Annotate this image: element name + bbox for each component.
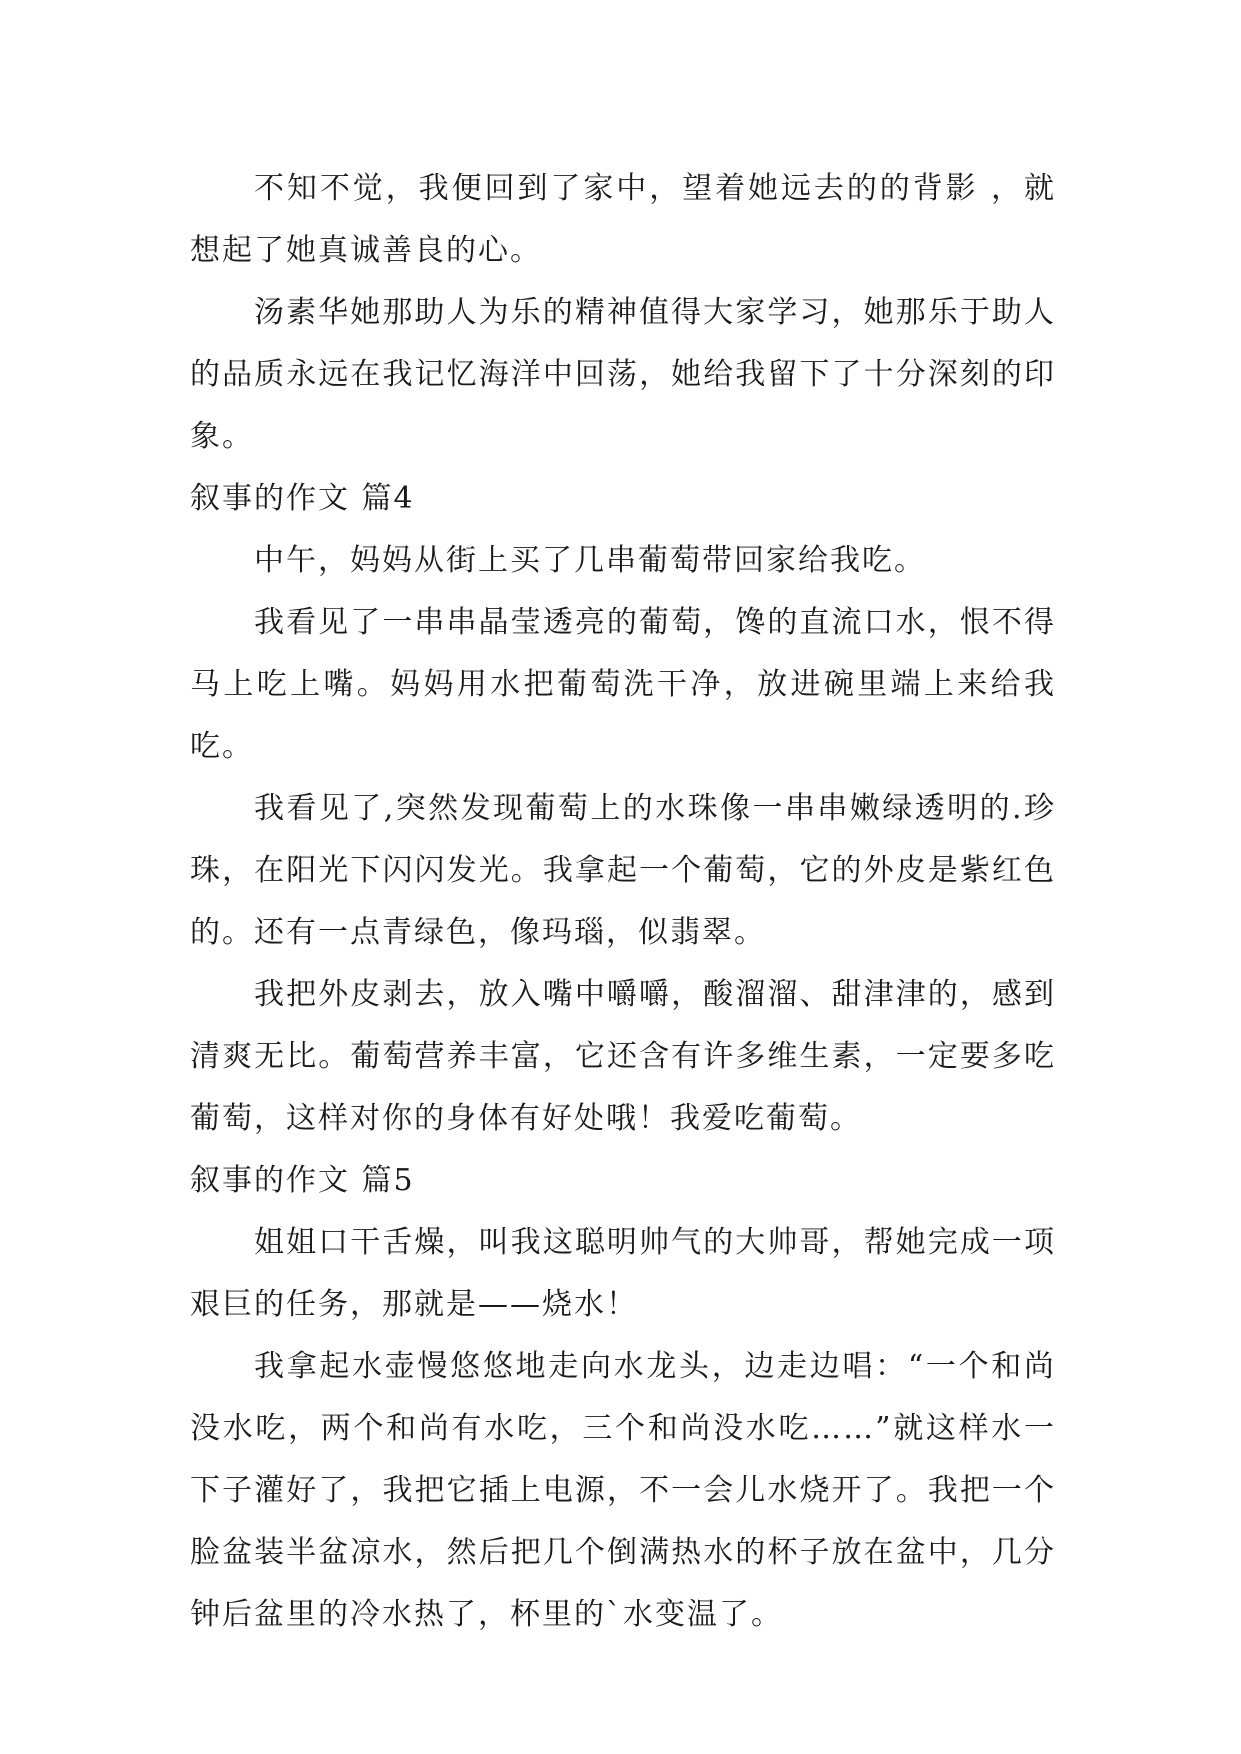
paragraph: 汤素华她那助人为乐的精神值得大家学习，她那乐于助人的品质永远在我记忆海洋中回荡，她给我留下了十分深刻的印象。	[190, 295, 1056, 454]
paragraph: 我拿起水壶慢悠悠地走向水龙头，边走边唱：“一个和尚没水吃，两个和尚有水吃，三个和尚没水吃……”就这样水一下子灌好了，我把它插上电源，不一会儿水烧开了。我把一个脸盆装半盆凉水，然后把几个倒满热水的杯子放在盆中，几分钟后盆里的冷水热了，杯里的`水变温了。	[190, 1349, 1056, 1632]
paragraph: 我把外皮剥去，放入嘴中嚼嚼，酸溜溜、甜津津的，感到清爽无比。葡萄营养丰富，它还含有许多维生素，一定要多吃葡萄，这样对你的身体有好处哦！我爱吃葡萄。	[190, 977, 1056, 1136]
paragraph: 我看见了一串串晶莹透亮的葡萄，馋的直流口水，恨不得马上吃上嘴。妈妈用水把葡萄洗干净，放进碗里端上来给我吃。	[190, 605, 1056, 764]
section-heading: 叙事的作文 篇5	[190, 1163, 415, 1198]
document-body	[190, 158, 1056, 1646]
paragraph: 姐姐口干舌燥，叫我这聪明帅气的大帅哥，帮她完成一项艰巨的任务，那就是——烧水！	[190, 1225, 1056, 1322]
section-heading: 叙事的作文 篇4	[190, 481, 415, 516]
paragraph: 不知不觉，我便回到了家中，望着她远去的的背影 ，就想起了她真诚善良的心。	[190, 171, 1056, 268]
paragraph: 中午，妈妈从街上买了几串葡萄带回家给我吃。	[254, 543, 926, 578]
paragraph: 我看见了,突然发现葡萄上的水珠像一串串嫩绿透明的.珍珠，在阳光下闪闪发光。我拿起一个葡萄，它的外皮是紫红色的。还有一点青绿色，像玛瑙，似翡翠。	[190, 791, 1056, 950]
